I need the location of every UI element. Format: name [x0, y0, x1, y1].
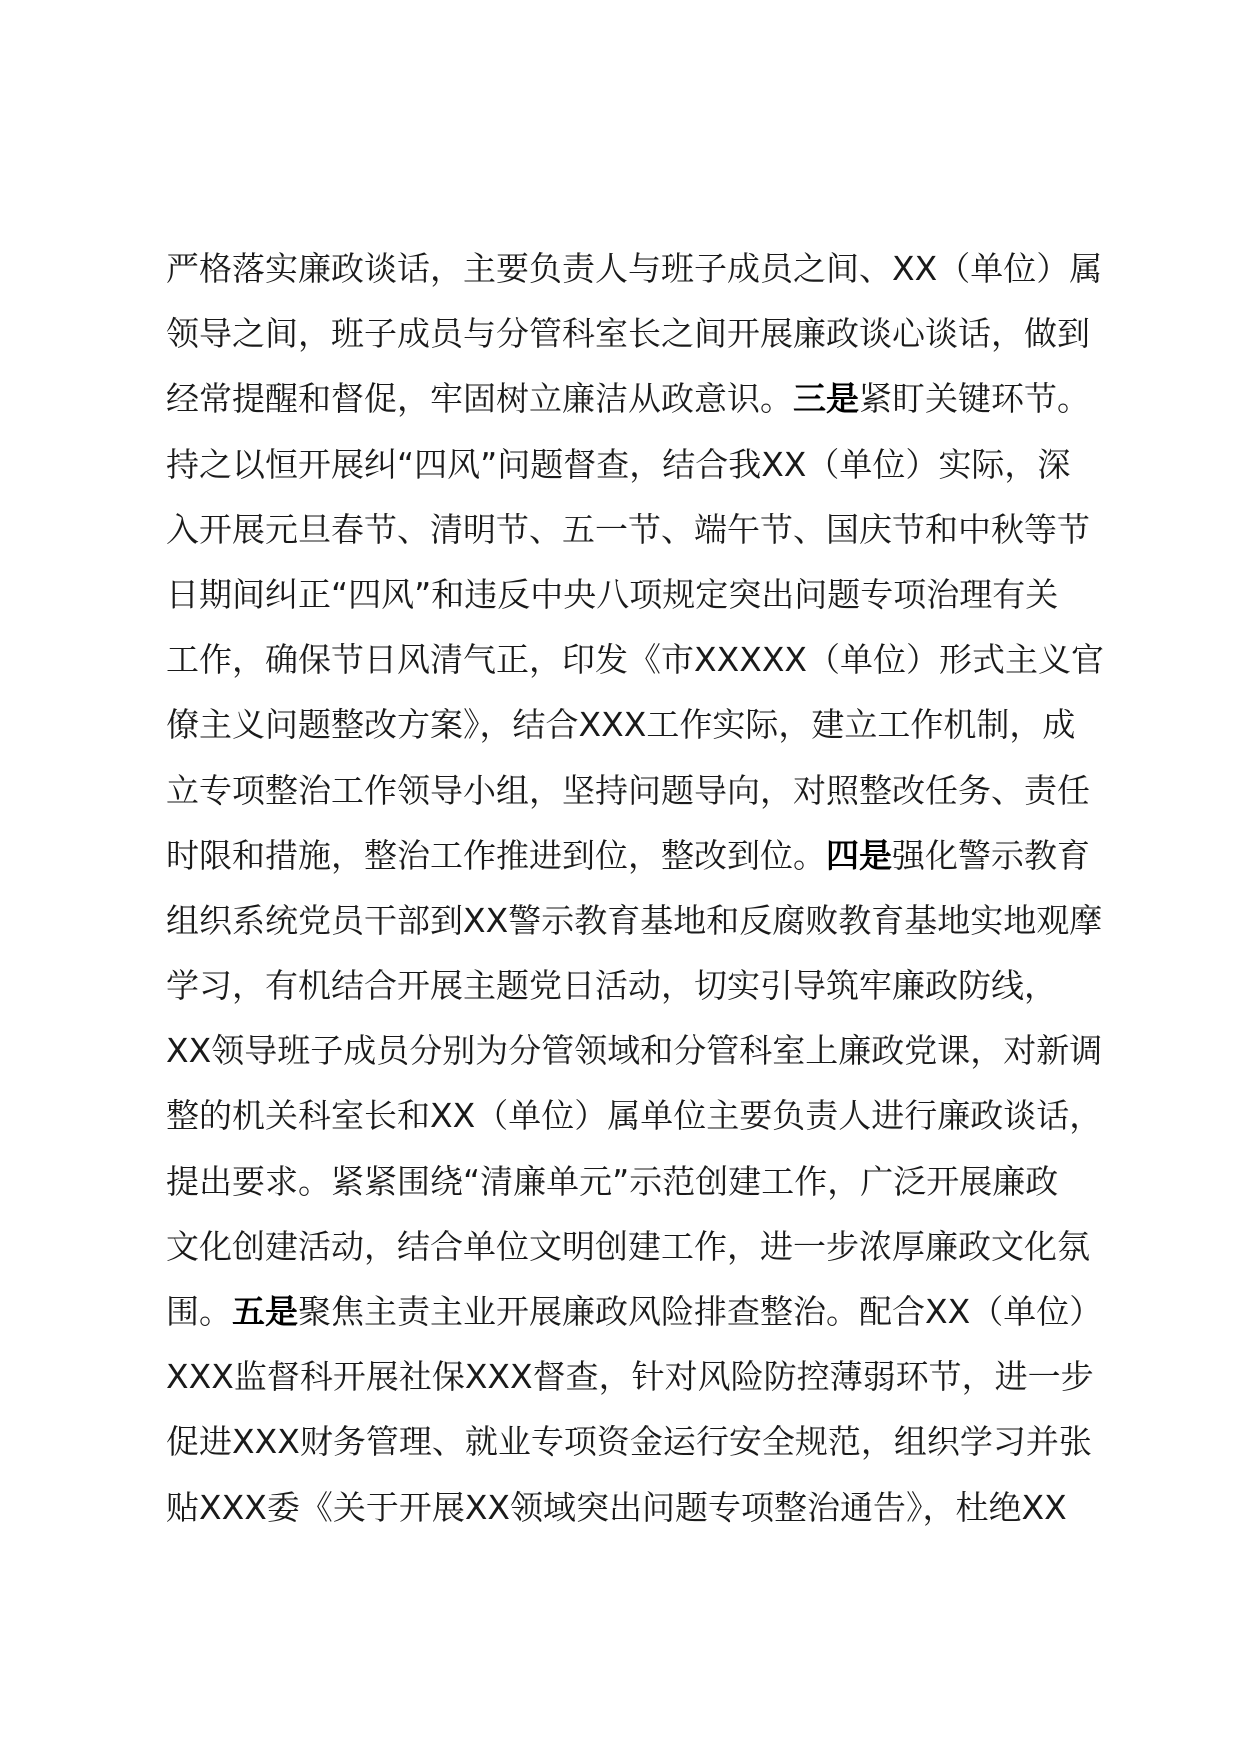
text-segment: 时限和措施，整治工作推进到位，整改到位。 [166, 835, 826, 875]
text-line [166, 758, 1126, 823]
text-line [166, 692, 1126, 757]
text-segment: 日期间纠正“四风”和违反中央八项规定突出问题专项治理有关 [166, 574, 1059, 614]
text-segment: 学习，有机结合开展主题党日活动，切实引导筑牢廉政防线， [166, 966, 1057, 1006]
text-segment: 提出要求。紧紧围绕“清廉单元”示范创建工作，广泛开展廉政 [166, 1161, 1059, 1201]
text-segment: 文化创建活动，结合单位文明创建工作，进一步浓厚廉政文化氛 [166, 1226, 1090, 1266]
text-line [166, 1018, 1126, 1083]
text-line [166, 236, 1126, 301]
text-line [166, 562, 1126, 627]
text-line [166, 1083, 1126, 1148]
text-segment: 工作，确保节日风清气正，印发《市XXXXX（单位）形式主义官 [166, 640, 1105, 680]
text-line [166, 627, 1126, 692]
bold-keyword: 五是 [232, 1292, 298, 1331]
text-line [166, 1279, 1126, 1344]
text-line [166, 497, 1126, 562]
text-line [166, 366, 1126, 431]
text-segment: 促进XXX财务管理、就业专项资金运行安全规范，组织学习并张 [166, 1422, 1092, 1462]
text-line [166, 823, 1126, 888]
text-segment: 严格落实廉政谈话，主要负责人与班子成员之间、XX（单位）属 [166, 249, 1103, 288]
text-segment: 整的机关科室长和XX（单位）属单位主要负责人进行廉政谈话， [166, 1096, 1103, 1136]
bold-keyword: 四是 [826, 835, 892, 875]
bold-keyword: 三是 [793, 379, 859, 419]
text-segment: XX领导班子成员分别为分管领域和分管科室上廉政党课，对新调 [166, 1031, 1103, 1071]
text-segment: XXX监督科开展社保XXX督查，针对风险防控薄弱环节，进一步 [166, 1357, 1094, 1397]
text-segment: 经常提醒和督促，牢固树立廉洁从政意识。 [166, 379, 793, 419]
text-segment: 立专项整治工作领导小组，坚持问题导向，对照整改任务、责任 [166, 770, 1090, 810]
text-line [166, 1149, 1126, 1214]
text-segment: 强化警示教育 [892, 835, 1090, 875]
body-text [166, 236, 1126, 1540]
text-line [166, 953, 1126, 1018]
text-segment: 持之以恒开展纠“四风”问题督查，结合我XX（单位）实际，深 [166, 444, 1071, 484]
text-segment: 组织系统党员干部到XX警示教育基地和反腐败教育基地实地观摩 [166, 900, 1103, 940]
text-line [166, 1214, 1126, 1279]
text-segment: 领导之间，班子成员与分管科室长之间开展廉政谈心谈话，做到 [166, 314, 1090, 354]
text-line [166, 1475, 1126, 1540]
text-segment: 僚主义问题整改方案》，结合XXX工作实际，建立工作机制，成 [166, 705, 1076, 745]
text-line [166, 888, 1126, 953]
text-segment: 围。 [166, 1292, 232, 1331]
text-segment: 紧盯关键环节。 [859, 379, 1090, 419]
text-segment: 聚焦主责主业开展廉政风险排查整治。配合XX（单位） [298, 1292, 1103, 1331]
text-line [166, 1409, 1126, 1474]
text-line [166, 1344, 1126, 1409]
text-line [166, 432, 1126, 497]
text-line [166, 301, 1126, 366]
text-segment: 贴XXX委《关于开展XX领域突出问题专项整治通告》，杜绝XX [166, 1487, 1067, 1527]
text-segment: 入开展元旦春节、清明节、五一节、端午节、国庆节和中秋等节 [166, 509, 1090, 549]
